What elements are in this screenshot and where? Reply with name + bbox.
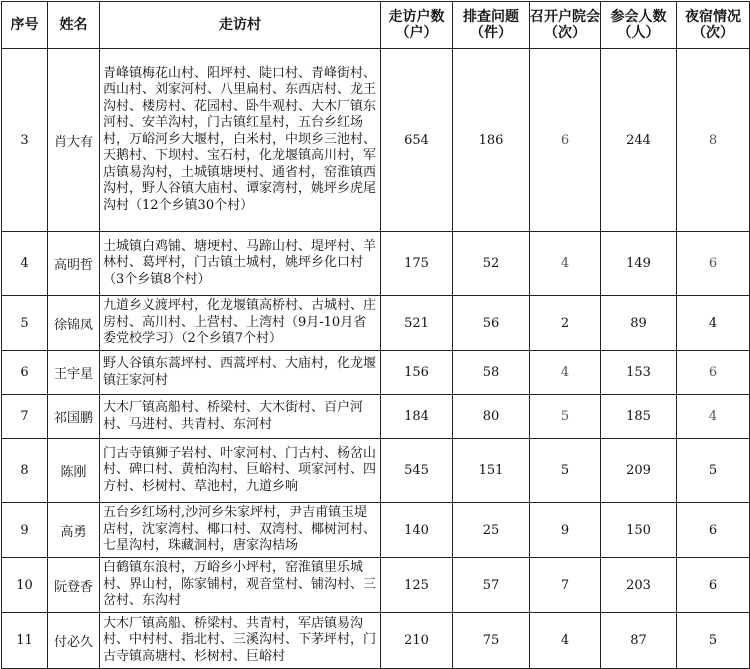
cell-seq: 11 — [2, 613, 48, 669]
cell-seq: 9 — [2, 503, 48, 558]
cell-households: 210 — [381, 613, 453, 669]
cell-attendees: 203 — [601, 558, 677, 613]
cell-attendees: 185 — [601, 395, 677, 439]
cell-overnight: 6 — [677, 503, 750, 558]
visit-statistics-table — [1, 1, 750, 669]
cell-name: 高勇 — [48, 503, 100, 558]
cell-overnight: 6 — [677, 232, 750, 296]
cell-issues: 56 — [453, 296, 530, 351]
cell-villages: 五台乡红场村,沙河乡朱家坪村，尹吉甫镇玉堤店村，沈家湾村、椰口村、双湾村、椰树河村、七星沟村，珠藏洞村，唐家沟桔场 — [100, 503, 381, 558]
cell-seq: 3 — [2, 49, 48, 232]
header-households: 走访户数 （户） — [381, 2, 453, 49]
cell-villages: 大木厂镇高船、桥梁村、共青村，军店镇易沟村、中村村、指北村、三溪沟村、下茅坪村，门古寺镇高塘村、杉树村、巨峪村 — [100, 613, 381, 669]
cell-seq: 6 — [2, 351, 48, 395]
cell-villages: 门古寺镇狮子岩村、叶家河村、门古村、杨岔山村、碑口村、黄柏沟村、巨峪村、项家河村、四方村、杉树村、草池村，九道乡响 — [100, 439, 381, 503]
cell-households: 140 — [381, 503, 453, 558]
cell-issues: 80 — [453, 395, 530, 439]
cell-overnight: 6 — [677, 351, 750, 395]
cell-issues: 75 — [453, 613, 530, 669]
cell-name: 祁国鹏 — [48, 395, 100, 439]
cell-attendees: 87 — [601, 613, 677, 669]
table-row — [2, 351, 750, 395]
cell-attendees: 209 — [601, 439, 677, 503]
header-attendees: 参会人数 （人） — [601, 2, 677, 49]
header-overnight: 夜宿情况 （次） — [677, 2, 750, 49]
cell-name: 肖大有 — [48, 49, 100, 232]
header-issues: 排查问题 （件） — [453, 2, 530, 49]
cell-meetings: 4 — [530, 613, 601, 669]
cell-meetings: 4 — [530, 351, 601, 395]
cell-name: 高明哲 — [48, 232, 100, 296]
cell-households: 184 — [381, 395, 453, 439]
cell-meetings: 2 — [530, 296, 601, 351]
header-row — [2, 2, 750, 49]
cell-villages: 白鹤镇东浪村，万峪乡小坪村，窑淮镇里乐城村、界山村，陈家铺村，观音堂村、铺沟村、三岔村、东沟村 — [100, 558, 381, 613]
cell-households: 156 — [381, 351, 453, 395]
cell-name: 陈刚 — [48, 439, 100, 503]
cell-overnight: 5 — [677, 613, 750, 669]
cell-attendees: 150 — [601, 503, 677, 558]
table-row — [2, 503, 750, 558]
cell-meetings: 4 — [530, 232, 601, 296]
cell-households: 175 — [381, 232, 453, 296]
cell-issues: 57 — [453, 558, 530, 613]
cell-issues: 151 — [453, 439, 530, 503]
table-row — [2, 558, 750, 613]
cell-name: 付必久 — [48, 613, 100, 669]
cell-overnight: 6 — [677, 558, 750, 613]
cell-issues: 186 — [453, 49, 530, 232]
cell-overnight: 4 — [677, 296, 750, 351]
cell-issues: 58 — [453, 351, 530, 395]
table-row — [2, 395, 750, 439]
cell-households: 545 — [381, 439, 453, 503]
cell-meetings: 5 — [530, 439, 601, 503]
cell-villages: 青峰镇梅花山村、阳坪村、陡口村、青峰街村、西山村、刘家河村、八里扁村、东西店村、龙王沟村、楼房村、花园村、卧牛观村、大木厂镇东河村、安羊沟村，门古镇红星村，五台乡红场村，万峪河乡大堰村，白米村，中坝乡三池村、天鹅村、下坝村、宝石村，化龙堰镇高川村，军店镇易沟村，土城镇塘埂村、通省村，窑淮镇西沟村，野人谷镇大庙村、谭家湾村，姚坪乡虎尾沟村（12个乡镇30个村） — [100, 49, 381, 232]
cell-seq: 8 — [2, 439, 48, 503]
cell-meetings: 5 — [530, 395, 601, 439]
cell-meetings: 6 — [530, 49, 601, 232]
cell-attendees: 89 — [601, 296, 677, 351]
cell-attendees: 149 — [601, 232, 677, 296]
cell-seq: 5 — [2, 296, 48, 351]
cell-seq: 7 — [2, 395, 48, 439]
table-row — [2, 613, 750, 669]
header-seq: 序号 — [2, 2, 48, 49]
cell-households: 521 — [381, 296, 453, 351]
cell-seq: 4 — [2, 232, 48, 296]
cell-name: 阮登香 — [48, 558, 100, 613]
cell-overnight: 5 — [677, 439, 750, 503]
table-row — [2, 439, 750, 503]
header-villages: 走访村 — [100, 2, 381, 49]
cell-households: 125 — [381, 558, 453, 613]
cell-villages: 大木厂镇高船村、桥梁村、大木街村、百户河村、马进村、共青村、东河村 — [100, 395, 381, 439]
table-row — [2, 296, 750, 351]
cell-households: 654 — [381, 49, 453, 232]
table-row — [2, 232, 750, 296]
cell-name: 徐锦凤 — [48, 296, 100, 351]
cell-villages: 野人谷镇东蒿坪村、西蒿坪村、大庙村，化龙堰镇汪家河村 — [100, 351, 381, 395]
cell-attendees: 244 — [601, 49, 677, 232]
header-name: 姓名 — [48, 2, 100, 49]
cell-overnight: 4 — [677, 395, 750, 439]
cell-villages: 土城镇白鸡铺、塘埂村、马蹄山村、堤坪村、羊林村、葛坪村，门古镇土城村，姚坪乡化口村（3个乡镇8个村） — [100, 232, 381, 296]
cell-villages: 九道乡义渡坪村，化龙堰镇高桥村、古城村、庄房村、高川村、上营村、上湾村（9月-10月省委党校学习）（2个乡镇7个村） — [100, 296, 381, 351]
cell-seq: 10 — [2, 558, 48, 613]
cell-attendees: 153 — [601, 351, 677, 395]
cell-meetings: 7 — [530, 558, 601, 613]
cell-meetings: 9 — [530, 503, 601, 558]
cell-issues: 52 — [453, 232, 530, 296]
table-row — [2, 49, 750, 232]
cell-issues: 25 — [453, 503, 530, 558]
cell-overnight: 8 — [677, 49, 750, 232]
header-meetings: 召开户院会 （次） — [530, 2, 601, 49]
cell-name: 王宇星 — [48, 351, 100, 395]
